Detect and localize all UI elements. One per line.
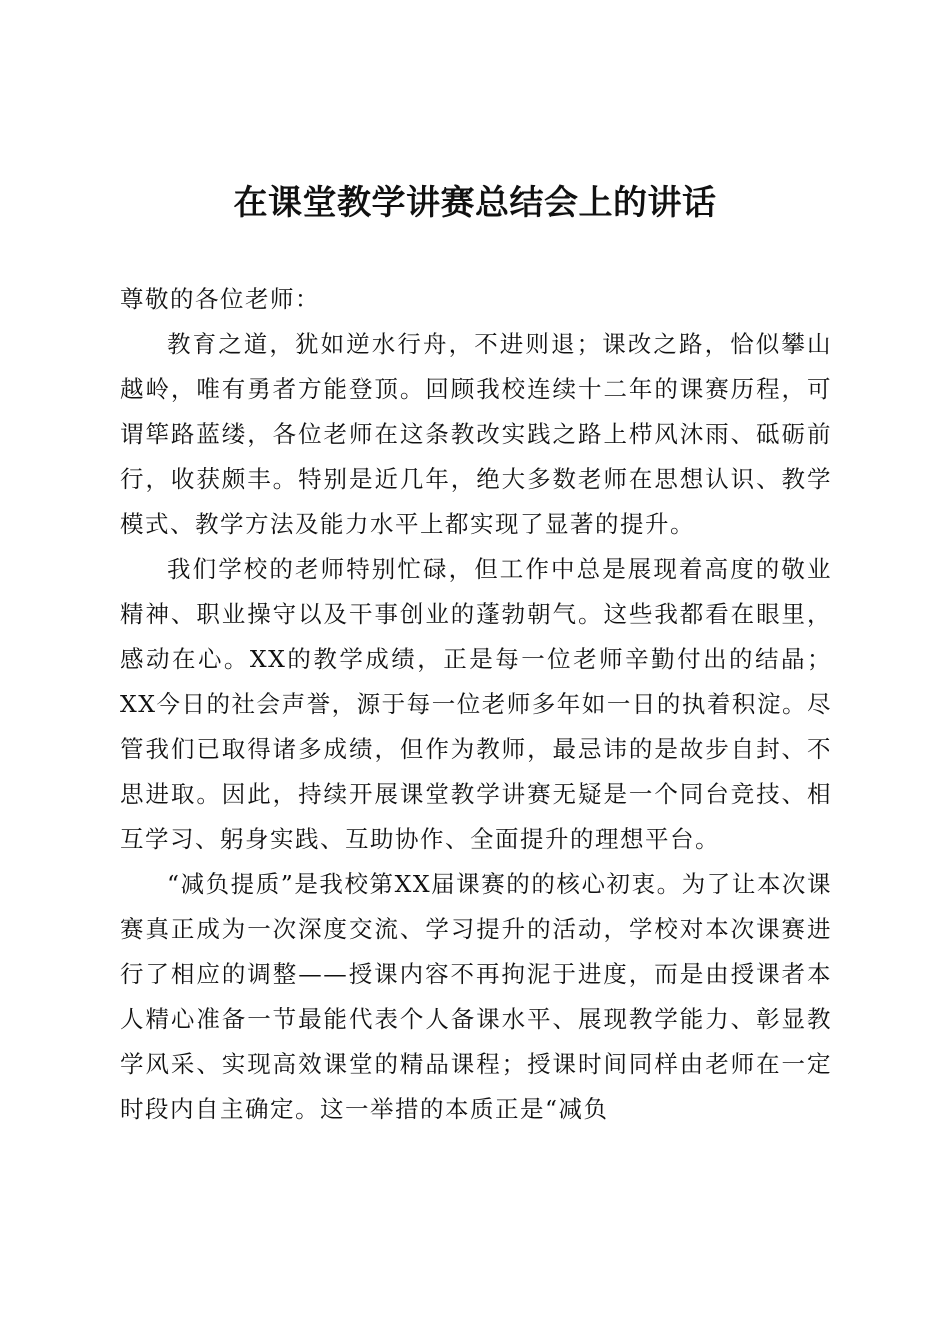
paragraph: “减负提质”是我校第XX届课赛的的核心初衷。为了让本次课赛真正成为一次深度交流、学习提升的活动，学校对本次课赛进行了相应的调整——授课内容不再拘泥于进度，而是由授课者本人精心准备一节最能代表个人备课水平、展现教学能力、彰显教学风采、实现高效课堂的精品课程；授课时间同样由老师在一定时段内自主确定。这一举措的本质正是“减负 — [120, 870, 832, 1123]
paragraph: 我们学校的老师特别忙碌，但工作中总是展现着高度的敬业精神、职业操守以及干事创业的蓬勃朝气。这些我都看在眼里，感动在心。XX的教学成绩，正是每一位老师辛勤付出的结晶；XX今日的社会声誉，源于每一位老师多年如一日的执着积淀。尽管我们已取得诸多成绩，但作为教师，最忌讳的是故步自封、不思进取。因此，持续开展课堂教学讲赛无疑是一个同台竞技、相互学习、躬身实践、互助协作、全面提升的理想平台。 — [120, 555, 832, 853]
document-body — [120, 277, 832, 1132]
document-title: 在课堂教学讲赛总结会上的讲话 — [233, 183, 717, 223]
salutation: 尊敬的各位老师： — [120, 285, 320, 313]
paragraph: 教育之道，犹如逆水行舟，不进则退；课改之路，恰似攀山越岭，唯有勇者方能登顶。回顾我校连续十二年的课赛历程，可谓筚路蓝缕，各位老师在这条教改实践之路上栉风沐雨、砥砺前行，收获颇丰。特别是近几年，绝大多数老师在思想认识、教学模式、教学方法及能力水平上都实现了显著的提升。 — [120, 330, 832, 538]
